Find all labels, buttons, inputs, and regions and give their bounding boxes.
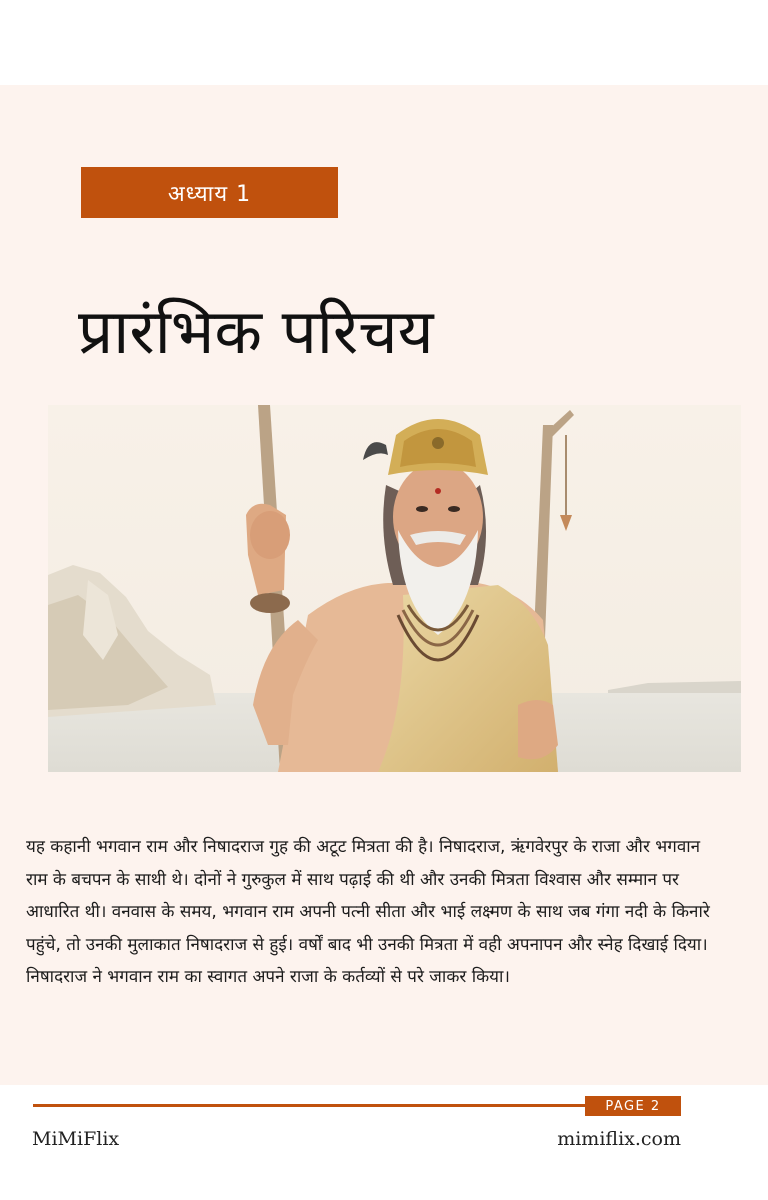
chapter-label: अध्याय 1: [81, 167, 338, 218]
body-paragraph: यह कहानी भगवान राम और निषादराज गुह की अटूट मित्रता की है। निषादराज, ऋंगवेरपुर के राजा और भगवान राम के बचपन के साथी थे। दोनों ने गुरुकुल में साथ पढ़ाई की थी और उनकी मित्रता विश्वास और सम्मान पर आधारित थी। वनवास के समय, भगवान राम अपनी पत्नी सीता और भाई लक्ष्मण के साथ जब गंगा नदी के किनारे पहुंचे, तो उनकी मुलाकात निषादराज से हुई। वर्षों बाद भी उनकी मित्रता में वही अपनापन और स्नेह दिखाई दिया। निषादराज ने भगवान राम का स्वागत अपने राजा के कर्तव्यों से परे जाकर किया।: [26, 837, 710, 987]
brand-name: MiMiFlix: [32, 1128, 120, 1150]
website-link[interactable]: mimiflix.com: [557, 1128, 681, 1150]
hero-illustration: [48, 405, 741, 772]
footer-divider: [33, 1104, 593, 1107]
portrait-illustration: [48, 405, 741, 772]
page-number-badge: PAGE 2: [585, 1096, 681, 1116]
chapter-title: प्रारंभिक परिचय: [78, 294, 434, 368]
page: [0, 85, 768, 1085]
